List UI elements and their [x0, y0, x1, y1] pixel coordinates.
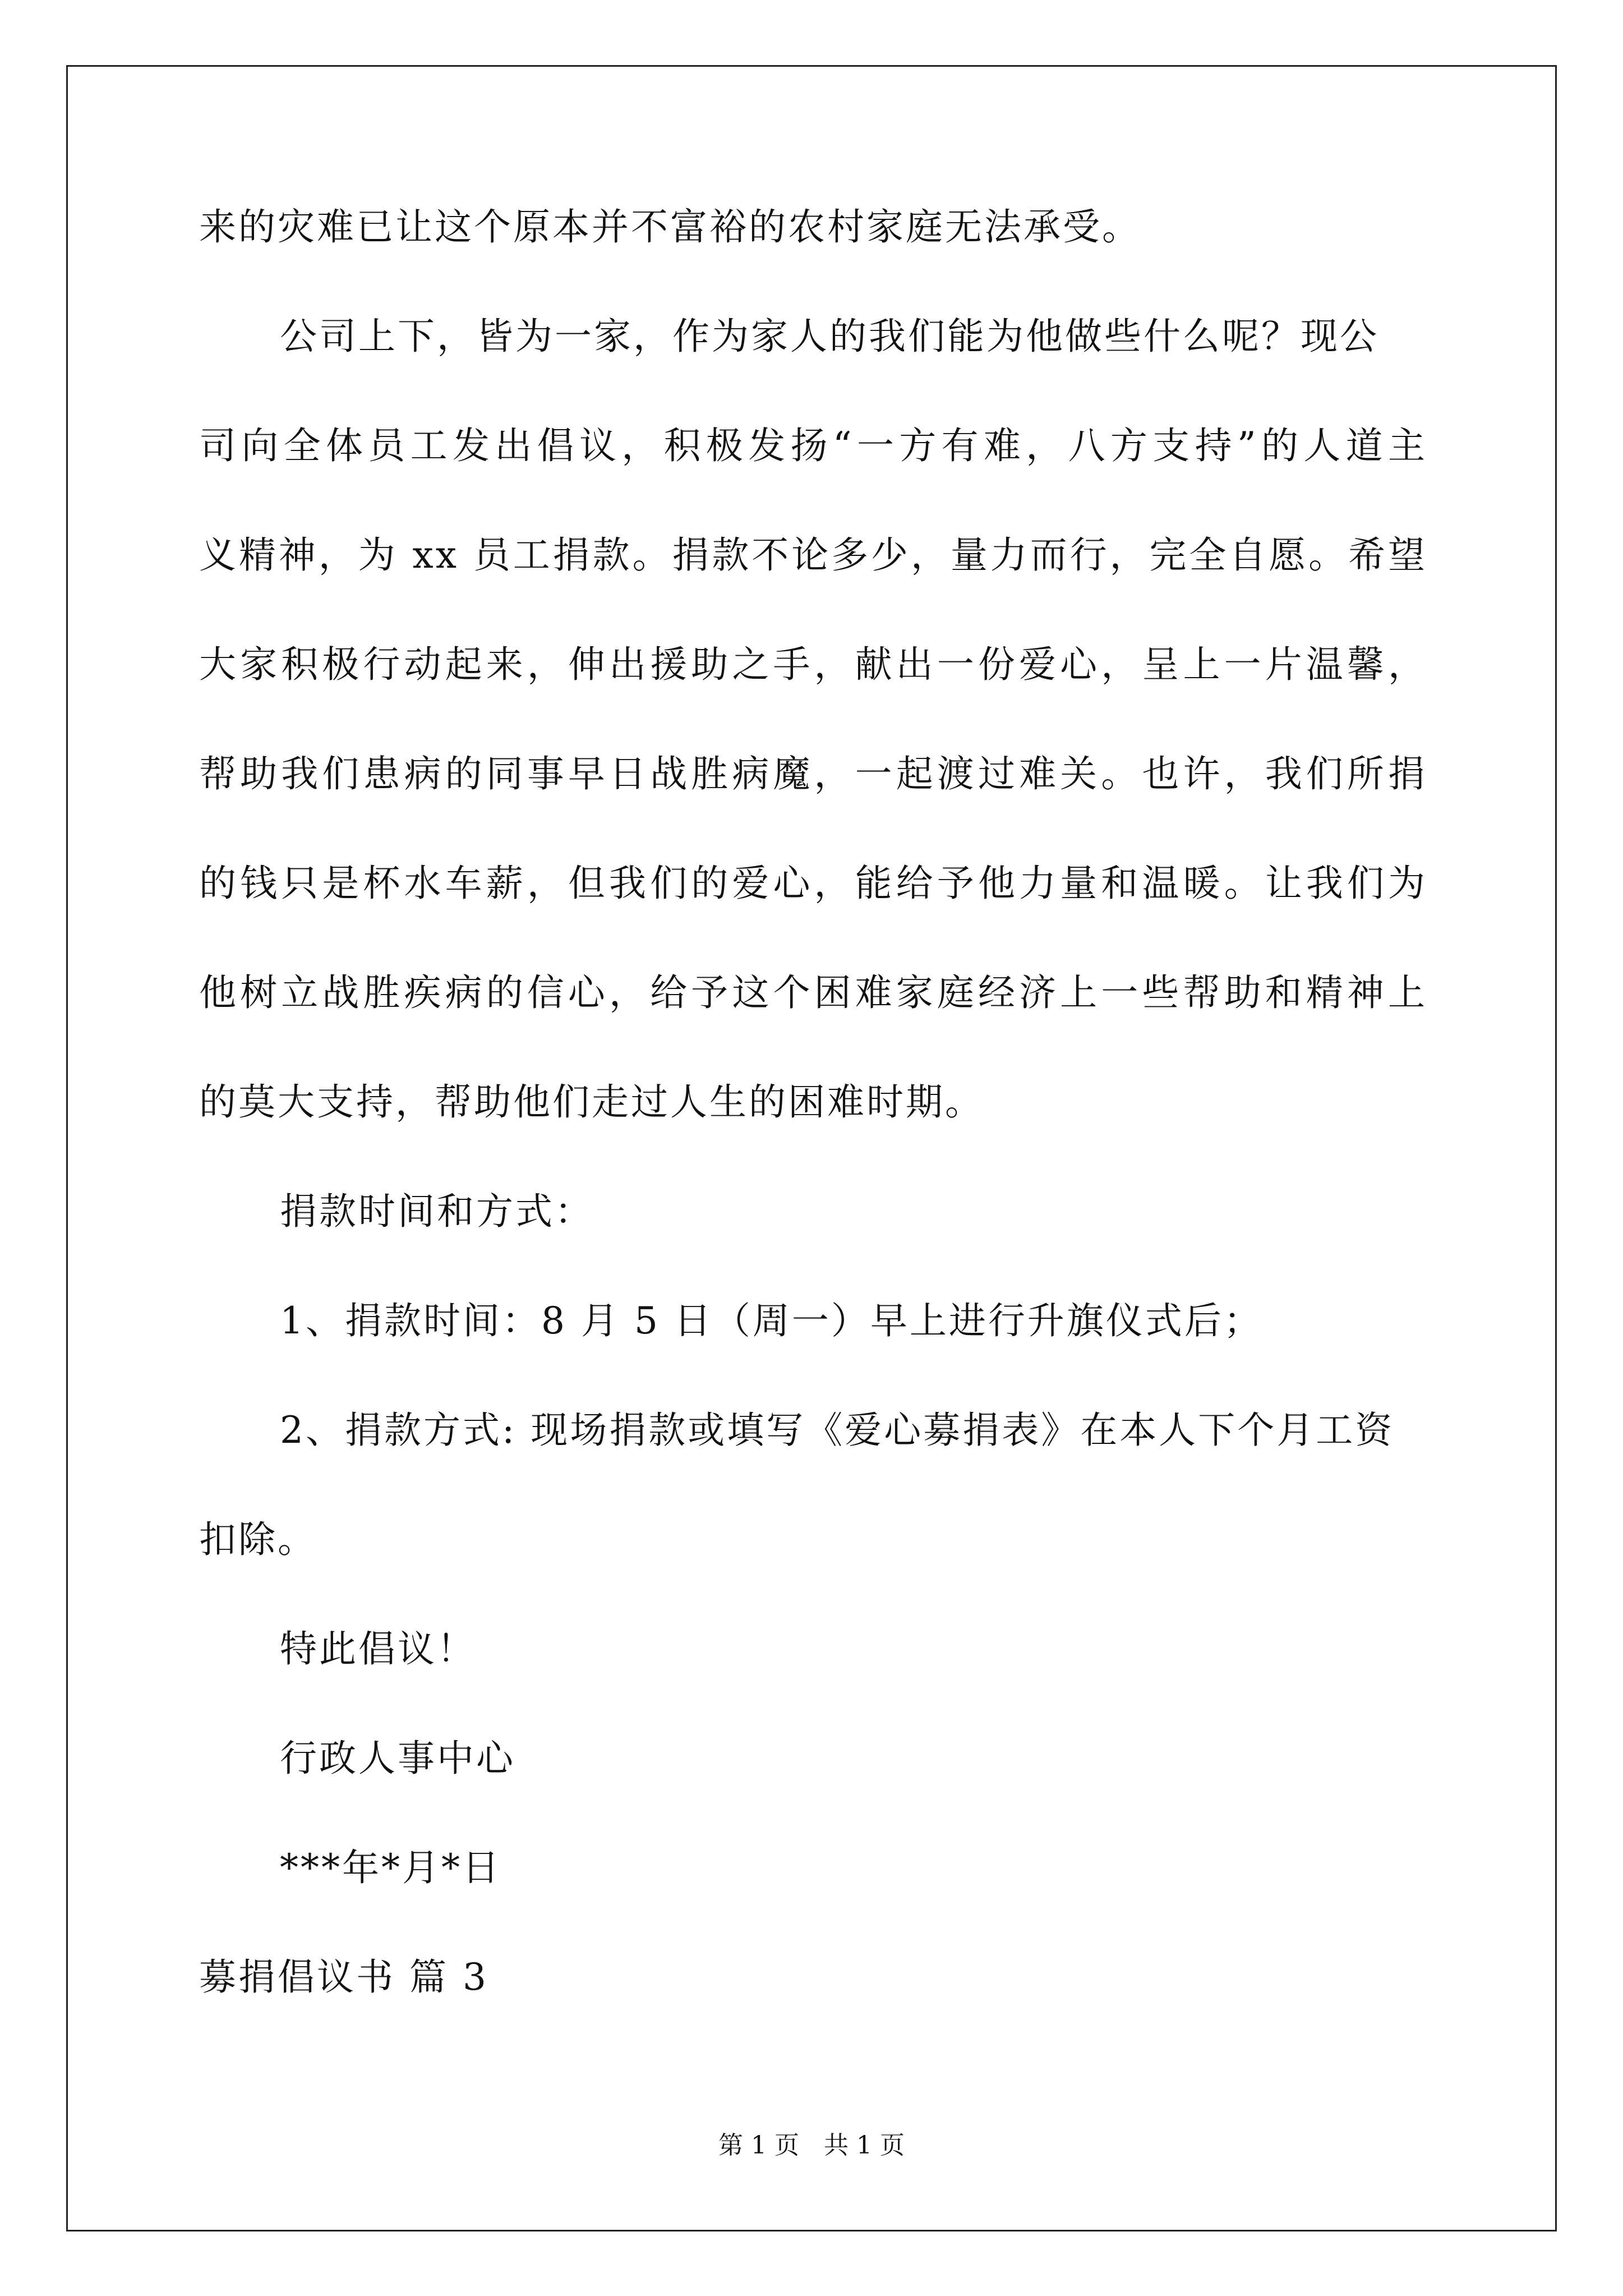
signature-organization: 行政人事中心: [280, 1737, 515, 1780]
paragraph-line: 的莫大支持，帮助他们走过人生的困难时期。: [199, 1080, 984, 1124]
paragraph-line: 司向全体员工发出倡议，积极发扬“一方有难，八方支持”的人道主: [199, 424, 1427, 467]
page-border: [66, 65, 1557, 2231]
list-item: 1、捐款时间：8 月 5 日（周一）早上进行升旗仪式后；: [280, 1299, 1263, 1342]
list-item-continuation: 扣除。: [199, 1518, 317, 1561]
list-item: 2、捐款方式: 现场捐款或填写《爱心募捐表》在本人下个月工资: [280, 1409, 1395, 1452]
paragraph-line: 的钱只是杯水车薪，但我们的爱心，能给予他力量和温暖。让我们为: [199, 862, 1427, 905]
closing-line: 特此倡议！: [280, 1627, 476, 1671]
paragraph-line: 帮助我们患病的同事早日战胜病魔，一起渡过难关。也许，我们所捐: [199, 752, 1427, 795]
paragraph-line: 义精神，为 xx 员工捐款。捐款不论多少，量力而行，完全自愿。希望: [199, 533, 1427, 577]
next-section-title: 募捐倡议书 篇 3: [199, 1955, 488, 1999]
page-number-footer: 第 1 页 共 1 页: [718, 2131, 905, 2160]
section-heading: 捐款时间和方式：: [280, 1190, 594, 1233]
paragraph-line: 来的灾难已让这个原本并不富裕的农村家庭无法承受。: [199, 205, 1141, 249]
paragraph-line: 大家积极行动起来，伸出援助之手，献出一份爱心，呈上一片温馨，: [199, 643, 1427, 686]
signature-date: ***年*月*日: [280, 1846, 501, 1889]
paragraph-line: 公司上下，皆为一家，作为家人的我们能为他做些什么呢？现公: [280, 315, 1379, 358]
paragraph-line: 他树立战胜疾病的信心，给予这个困难家庭经济上一些帮助和精神上: [199, 971, 1427, 1014]
